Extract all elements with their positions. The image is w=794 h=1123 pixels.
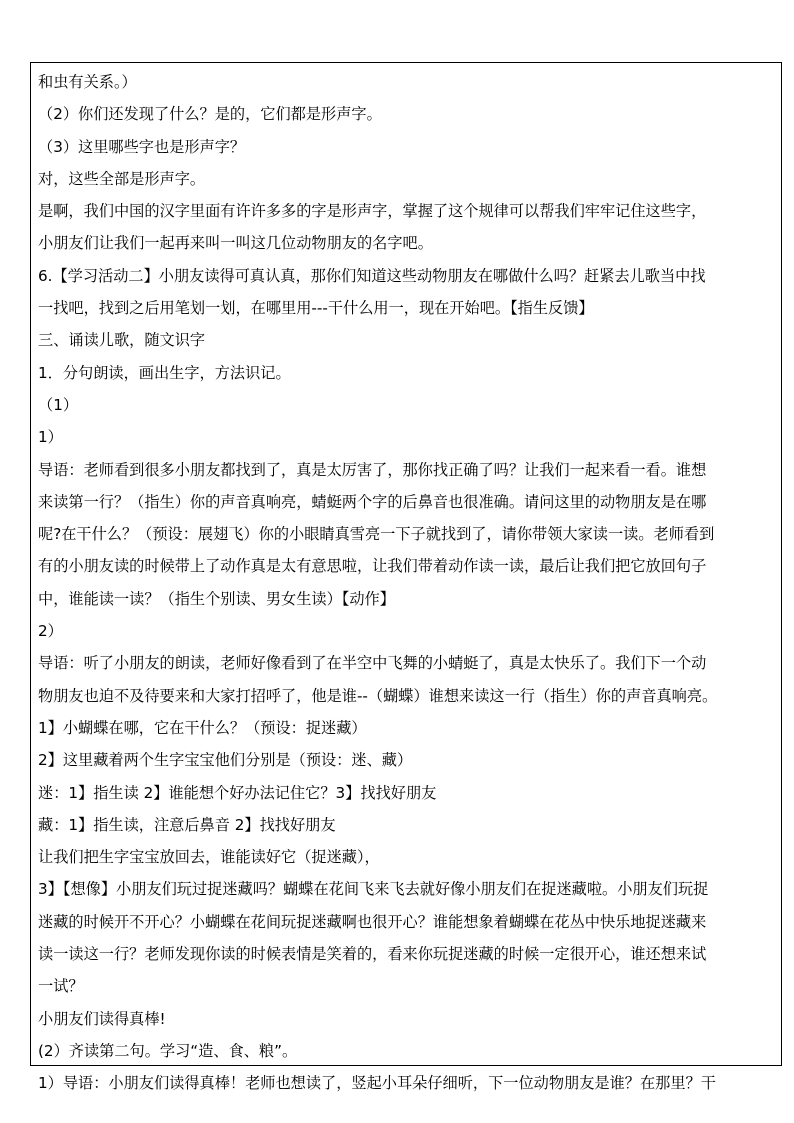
- text-line: 三、诵读儿歌，随文识字: [38, 331, 206, 350]
- text-line: 藏：1】指生读，注意后鼻音 2】找找好朋友: [38, 815, 336, 834]
- text-line: 来读第一行？（指生）你的声音真响亮，蜻蜓两个字的后鼻音也很准确。请问这里的动物朋友是在哪: [38, 492, 707, 511]
- text-line: 1）导语：小朋友们读得真棒！老师也想读了，竖起小耳朵仔细听，下一位动物朋友是谁？在那里？干: [38, 1074, 716, 1093]
- text-line: 是啊，我们中国的汉字里面有许许多多的字是形声字，掌握了这个规律可以帮我们牢牢记住这些字，: [38, 202, 707, 221]
- text-line: 迷：1】指生读 2】谁能想个好办法记住它？3】找找好朋友: [38, 783, 437, 802]
- text-line: 读一读这一行？老师发现你读的时候表情是笑着的，看来你玩捉迷藏的时候一定很开心，谁还想来试: [38, 945, 707, 964]
- text-line: 1】小蝴蝶在哪，它在干什么？（预设：捉迷藏）: [38, 718, 367, 737]
- document-body: [38, 66, 773, 1100]
- text-line: 呢?在干什么？（预设：展翅飞）你的小眼睛真雪亮一下子就找到了，请你带领大家读一读。老师看到: [38, 525, 715, 544]
- text-line: 对，这些全部是形声字。: [38, 169, 206, 188]
- text-line: 1）: [38, 428, 63, 447]
- text-line: 3】【想像】小朋友们玩过捉迷藏吗？蝴蝶在花间飞来飞去就好像小朋友们在捉迷藏啦。小朋友们玩捉: [38, 880, 709, 899]
- text-line: 一找吧，找到之后用笔划一划，在哪里用---干什么用一，现在开始吧。【指生反馈】: [38, 299, 594, 318]
- text-line: 让我们把生字宝宝放回去，谁能读好它（捉迷藏），: [38, 848, 380, 867]
- text-line: 6.【学习活动二】小朋友读得可真认真，那你们知道这些动物朋友在哪做什么吗？赶紧去儿歌当中找: [38, 266, 706, 285]
- text-line: (2）齐读第二句。学习“造、食、粮”。: [38, 1041, 298, 1060]
- text-line: （2）你们还发现了什么？是的，它们都是形声字。: [38, 105, 382, 124]
- text-line: 2】这里藏着两个生字宝宝他们分别是（预设：迷、藏）: [38, 751, 413, 770]
- text-line: 迷藏的时候开不开心？小蝴蝶在花间玩捉迷藏啊也很开心？谁能想象着蝴蝶在花丛中快乐地捉迷藏来: [38, 912, 707, 931]
- text-line: 有的小朋友读的时候带上了动作真是太有意思啦，让我们带着动作读一读，最后让我们把它放回句子: [38, 557, 707, 576]
- text-line: 小朋友们让我们一起再来叫一叫这几位动物朋友的名字吧。: [38, 234, 433, 253]
- text-line: 物朋友也迫不及待要来和大家打招呼了，他是谁--（蝴蝶）谁想来读这一行（指生）你的声音真响亮。: [38, 686, 718, 705]
- text-line: 导语：老师看到很多小朋友都找到了，真是太厉害了，那你找正确了吗？让我们一起来看一看。谁想: [38, 460, 707, 479]
- text-line: （3）这里哪些字也是形声字？: [38, 137, 246, 156]
- text-line: 和虫有关系。）: [38, 73, 137, 91]
- text-line: 2）: [38, 622, 63, 641]
- text-line: 小朋友们读得真棒!: [38, 1009, 166, 1028]
- text-line: 一试？: [38, 977, 84, 996]
- text-line: 中，谁能读一读？（指生个别读、男女生读）【动作】: [38, 589, 395, 608]
- text-line: 导语：听了小朋友的朗读，老师好像看到了在半空中飞舞的小蜻蜓了，真是太快乐了。我们下一个动: [38, 654, 707, 673]
- text-line: （1）: [38, 395, 79, 414]
- text-line: 1．分句朗读，画出生字，方法识记。: [38, 363, 291, 382]
